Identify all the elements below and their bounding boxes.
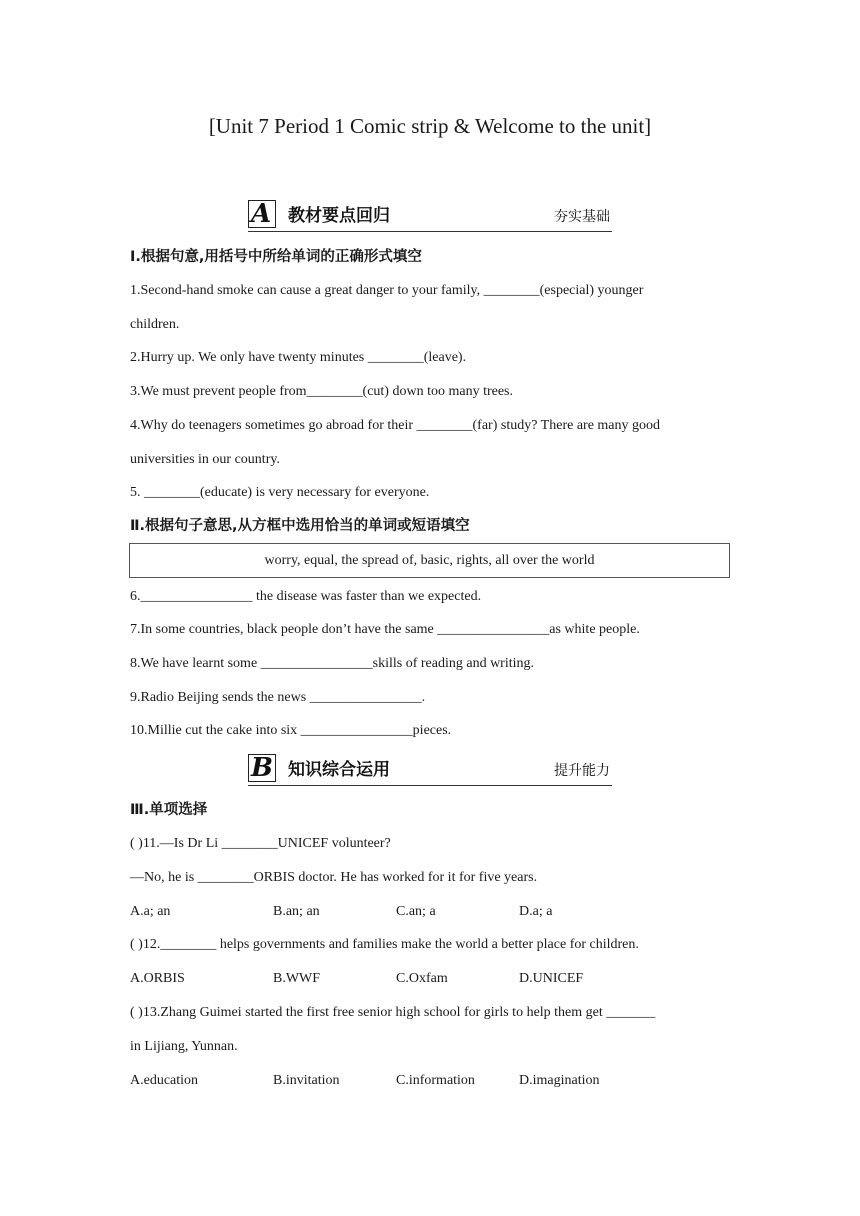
question-line: 3.We must prevent people from________(cut) down too many trees. xyxy=(130,384,514,399)
section-letter-badge: A xyxy=(248,200,276,228)
option-a: A.a; an xyxy=(130,904,171,919)
question-line: 8.We have learnt some ________________skills of reading and writing. xyxy=(130,656,535,671)
page-title: [Unit 7 Period 1 Comic strip & Welcome to the unit] xyxy=(208,114,652,138)
banner-title: 知识综合运用 xyxy=(288,760,390,780)
option-c: C.Oxfam xyxy=(396,971,448,986)
banner-title: 教材要点回归 xyxy=(288,206,390,226)
question-line: 5. ________(educate) is very necessary for everyone. xyxy=(130,485,430,500)
option-d: D.imagination xyxy=(519,1073,600,1088)
option-b: B.WWF xyxy=(273,971,321,986)
question-line: ( )11.—Is Dr Li ________UNICEF volunteer? xyxy=(130,836,391,851)
question-line: 6.________________ the disease was faster than we expected. xyxy=(130,589,482,604)
question-line: children. xyxy=(130,317,180,332)
option-c: C.an; a xyxy=(396,904,436,919)
option-c: C.information xyxy=(396,1073,475,1088)
question-line: 10.Millie cut the cake into six ________________pieces. xyxy=(130,723,452,738)
option-b: B.invitation xyxy=(273,1073,340,1088)
option-d: D.UNICEF xyxy=(519,971,584,986)
section-banner-a xyxy=(248,199,612,232)
section-banner-b xyxy=(248,753,612,786)
question-line: —No, he is ________ORBIS doctor. He has worked for it for five years. xyxy=(130,870,538,885)
option-a: A.ORBIS xyxy=(130,971,185,986)
option-d: D.a; a xyxy=(519,904,553,919)
question-line: in Lijiang, Yunnan. xyxy=(130,1039,238,1054)
section-2-title: Ⅱ.根据句子意思,从方框中选用恰当的单词或短语填空 xyxy=(130,518,470,534)
question-line: ( )12.________ helps governments and families make the world a better place for children. xyxy=(130,937,639,952)
section-1-title: Ⅰ.根据句意,用括号中所给单词的正确形式填空 xyxy=(130,249,422,265)
banner-subtitle: 提升能力 xyxy=(554,763,610,779)
question-line: 2.Hurry up. We only have twenty minutes ________(leave). xyxy=(130,350,467,365)
banner-subtitle: 夯实基础 xyxy=(554,209,610,225)
question-line: 1.Second-hand smoke can cause a great danger to your family, ________(especial) younger xyxy=(130,283,644,298)
section-3-title: Ⅲ.单项选择 xyxy=(130,802,208,818)
question-line: 7.In some countries, black people don’t have the same ________________as white people. xyxy=(130,622,640,637)
word-box: worry, equal, the spread of, basic, rights, all over the world xyxy=(129,543,730,578)
section-letter-badge: B xyxy=(248,754,276,782)
question-line: ( )13.Zhang Guimei started the first free senior high school for girls to help them get _______ xyxy=(130,1005,656,1020)
question-line: universities in our country. xyxy=(130,452,280,467)
question-line: 4.Why do teenagers sometimes go abroad for their ________(far) study? There are many good xyxy=(130,418,661,433)
option-b: B.an; an xyxy=(273,904,320,919)
question-line: 9.Radio Beijing sends the news ________________. xyxy=(130,690,426,705)
option-a: A.education xyxy=(130,1073,199,1088)
